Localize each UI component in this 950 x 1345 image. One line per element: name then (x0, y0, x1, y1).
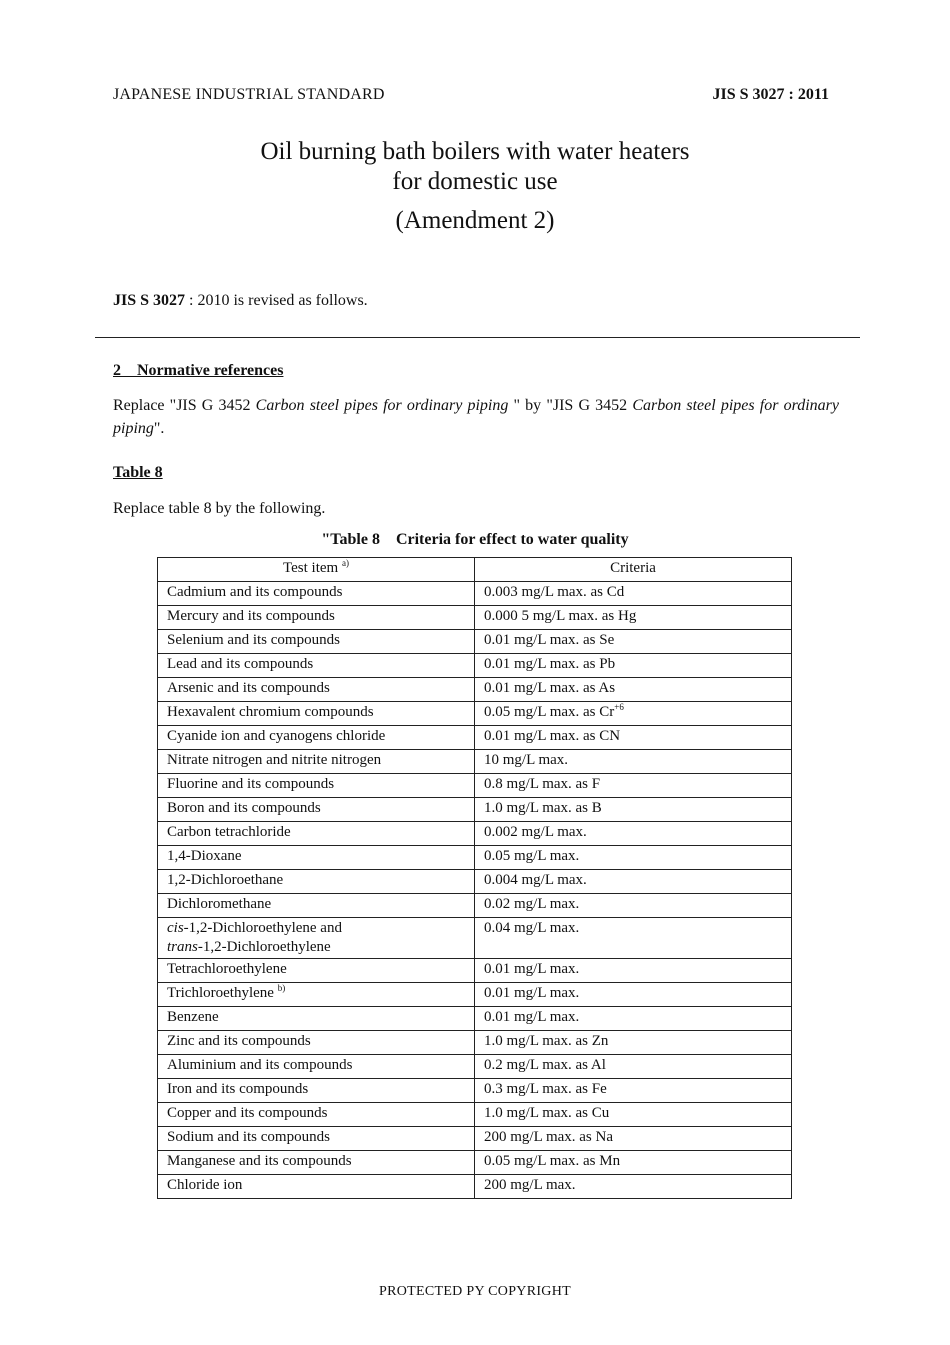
criteria-cell: 0.01 mg/L max. as CN (475, 726, 792, 750)
test-item-cell: Copper and its compounds (158, 1103, 475, 1127)
criteria-cell: 0.002 mg/L max. (475, 822, 792, 846)
table-row (158, 726, 792, 750)
oxidation-state-superscript: +6 (614, 702, 624, 712)
test-item-cell: Benzene (158, 1007, 475, 1031)
criteria-cell: 0.01 mg/L max. as Pb (475, 654, 792, 678)
table-row (158, 798, 792, 822)
criteria-cell: 0.003 mg/L max. as Cd (475, 582, 792, 606)
table-row (158, 1175, 792, 1199)
revision-statement (113, 292, 368, 310)
criteria-table (157, 557, 792, 1199)
section-heading-table-8: Table 8 (113, 464, 163, 481)
test-item-cell: Cadmium and its compounds (158, 582, 475, 606)
criteria-cell: 0.01 mg/L max. as Se (475, 630, 792, 654)
para-text: " by "JIS G 3452 (508, 397, 633, 414)
table-row (158, 894, 792, 918)
table-row (158, 1031, 792, 1055)
table-8-instruction: Replace table 8 by the following. (113, 500, 326, 517)
copyright-footer: PROTECTED PY COPYRIGHT (379, 1284, 571, 1299)
header-standard-code: JIS S 3027 : 2011 (712, 86, 829, 103)
criteria-text: 0.05 mg/L max. as Cr (484, 704, 615, 720)
test-item-cell: Arsenic and its compounds (158, 678, 475, 702)
table-row (158, 582, 792, 606)
criteria-cell: 0.01 mg/L max. as As (475, 678, 792, 702)
trans-item-text: 1,2-Dichloroethylene (202, 939, 331, 955)
table-row (158, 918, 792, 959)
table-row (158, 1079, 792, 1103)
criteria-cell: 0.01 mg/L max. (475, 983, 792, 1007)
footnote-b-marker: b) (277, 983, 286, 993)
table-row (158, 654, 792, 678)
table-row (158, 1007, 792, 1031)
table-row (158, 1055, 792, 1079)
criteria-cell (475, 702, 792, 726)
test-item-cell: Fluorine and its compounds (158, 774, 475, 798)
test-item-text: Trichloroethylene (167, 985, 274, 1001)
criteria-cell: 0.8 mg/L max. as F (475, 774, 792, 798)
criteria-cell: 1.0 mg/L max. as B (475, 798, 792, 822)
test-item-cell: Boron and its compounds (158, 798, 475, 822)
revision-text: : 2010 is revised as follows. (185, 292, 368, 309)
section-heading-normative-references (113, 362, 283, 380)
criteria-cell: 0.05 mg/L max. as Mn (475, 1151, 792, 1175)
table-row (158, 1127, 792, 1151)
test-item-cell: Manganese and its compounds (158, 1151, 475, 1175)
table-row (158, 1151, 792, 1175)
criteria-cell: 200 mg/L max. as Na (475, 1127, 792, 1151)
section-heading-text: 2 Normative references (113, 362, 284, 379)
cis-prefix: cis- (167, 920, 189, 936)
document-title-line-2: for domestic use (392, 168, 558, 195)
footnote-a-marker: a) (341, 558, 349, 568)
test-item-cell: Sodium and its compounds (158, 1127, 475, 1151)
test-item-cell (158, 983, 475, 1007)
test-item-cell: Iron and its compounds (158, 1079, 475, 1103)
table-row (158, 959, 792, 983)
test-item-cell: Lead and its compounds (158, 654, 475, 678)
test-item-cell: Zinc and its compounds (158, 1031, 475, 1055)
table-row (158, 606, 792, 630)
criteria-cell: 0.3 mg/L max. as Fe (475, 1079, 792, 1103)
header-test-item-label: Test item (283, 560, 339, 576)
test-item-cell: Selenium and its compounds (158, 630, 475, 654)
criteria-cell: 0.01 mg/L max. (475, 1007, 792, 1031)
test-item-cell: Aluminium and its compounds (158, 1055, 475, 1079)
test-item-cell: Carbon tetrachloride (158, 822, 475, 846)
table-row (158, 750, 792, 774)
header-test-item (158, 558, 475, 582)
criteria-cell: 0.01 mg/L max. (475, 959, 792, 983)
test-item-cell: Chloride ion (158, 1175, 475, 1199)
table-caption-text: "Table 8 Criteria for effect to water quality (321, 531, 629, 548)
criteria-cell: 1.0 mg/L max. as Zn (475, 1031, 792, 1055)
cis-item-text: 1,2-Dichloroethylene and (188, 920, 342, 936)
table-row (158, 983, 792, 1007)
table-row (158, 1103, 792, 1127)
para-italic-title: Carbon steel pipes for ordinary piping (255, 397, 509, 414)
table-row (158, 822, 792, 846)
test-item-cell: Tetrachloroethylene (158, 959, 475, 983)
test-item-cell: Nitrate nitrogen and nitrite nitrogen (158, 750, 475, 774)
test-item-cell (158, 918, 475, 959)
criteria-cell: 0.004 mg/L max. (475, 870, 792, 894)
table-row (158, 702, 792, 726)
criteria-cell: 0.04 mg/L max. (475, 918, 792, 959)
table-row (158, 774, 792, 798)
test-item-cell: Dichloromethane (158, 894, 475, 918)
horizontal-divider (95, 337, 860, 338)
criteria-cell: 0.000 5 mg/L max. as Hg (475, 606, 792, 630)
header-standard-name: JAPANESE INDUSTRIAL STANDARD (113, 86, 385, 103)
para-italic-title: Carbon steel pipes for ordinary piping (113, 397, 839, 437)
criteria-cell: 10 mg/L max. (475, 750, 792, 774)
criteria-cell: 0.05 mg/L max. (475, 846, 792, 870)
test-item-cell: Cyanide ion and cyanogens chloride (158, 726, 475, 750)
table-header-row (158, 558, 792, 582)
header-criteria: Criteria (475, 558, 792, 582)
para-text: Replace "JIS G 3452 (113, 397, 256, 414)
test-item-cell: 1,2-Dichloroethane (158, 870, 475, 894)
trans-prefix: trans- (167, 939, 203, 955)
document-title-amendment: (Amendment 2) (395, 207, 555, 234)
table-row (158, 846, 792, 870)
test-item-cell: Mercury and its compounds (158, 606, 475, 630)
criteria-cell: 0.2 mg/L max. as Al (475, 1055, 792, 1079)
criteria-cell: 0.02 mg/L max. (475, 894, 792, 918)
test-item-cell: Hexavalent chromium compounds (158, 702, 475, 726)
table-row (158, 678, 792, 702)
criteria-cell: 1.0 mg/L max. as Cu (475, 1103, 792, 1127)
table-caption (0, 531, 950, 549)
para-text: ". (153, 420, 165, 437)
criteria-cell: 200 mg/L max. (475, 1175, 792, 1199)
table-row (158, 870, 792, 894)
test-item-cell: 1,4-Dioxane (158, 846, 475, 870)
normative-references-paragraph (113, 394, 839, 440)
revision-code: JIS S 3027 (113, 292, 186, 309)
document-title-line-1: Oil burning bath boilers with water heaters (260, 138, 690, 165)
table-row (158, 630, 792, 654)
